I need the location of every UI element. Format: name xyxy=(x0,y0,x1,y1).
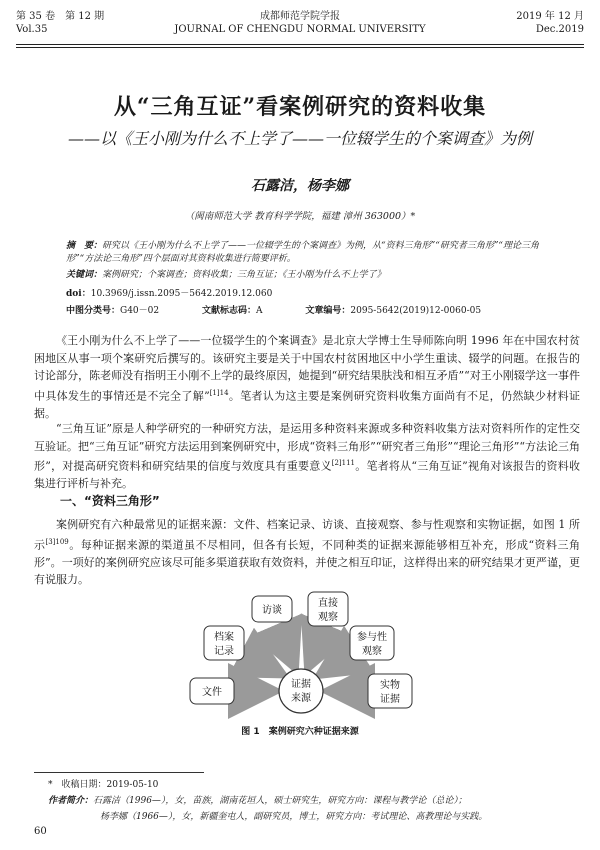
abstract xyxy=(66,240,548,266)
paragraph-3: 案例研究有六种最常见的证据来源：文件、档案记录、访谈、直接观察、参与性观察和实物证据，如图 1 所示$^{[3]109}$。每种证据来源的渠道虽不尽相同，但各有长短，不同种类的证据来源能够相互补充，形成“资料三角形”。一项好的案例研究应该尽可能多渠道获取有效资料，并使之相互印证，这样得出来的研究结果才更严谨，更有说服力。 xyxy=(34,518,580,587)
node-direct-observation-label-2: 观察 xyxy=(318,612,338,623)
bio-label: 作者简介： xyxy=(48,796,94,806)
citation-ref: [1]14 xyxy=(209,388,229,397)
doi-line xyxy=(66,288,548,301)
node-archive-label-1: 档案 xyxy=(214,632,234,643)
volume-en: Vol.35 xyxy=(16,24,48,35)
journal-name-cn: 成都师范学院学报 xyxy=(260,11,340,22)
date-en: Dec.2019 xyxy=(535,24,584,35)
node-direct-observation-label-1: 直接 xyxy=(318,598,338,609)
citation-ref: [3]109 xyxy=(45,537,69,546)
node-interview-label: 访谈 xyxy=(262,605,282,616)
arrow-archive xyxy=(242,653,278,672)
citation-ref: [2]111 xyxy=(331,459,356,467)
running-header xyxy=(16,10,584,44)
author-affiliation: （闽南师范大学 教育科学学院，福建 漳州 363000）* xyxy=(184,211,416,222)
article-title: 从“三角互证”看案例研究的资料收集 xyxy=(113,94,487,120)
keywords xyxy=(66,269,548,282)
abstract-text: 研究以《王小刚为什么不上学了——一位辍学生的个案调查》为例，从“资料三角形”“研究者三角形”“理论三角形”“方法论三角形”四个层面对其资料收集进行简要评析。 xyxy=(66,241,540,264)
clc-value: G40－02 xyxy=(120,306,160,316)
bio-author-1: 石露洁（1996—），女，苗族，湖南花垣人，硕士研究生，研究方向：课程与教学论（总论）； xyxy=(93,796,467,806)
keywords-label: 关键词： xyxy=(66,270,103,280)
volume-cn: 第 35 卷 第 12 期 xyxy=(16,11,105,22)
footnote-bio-2: 杨李娜（1966—），女，新疆奎屯人，副研究员，博士，研究方向：考试理论、高教理论与实践。 xyxy=(100,812,488,822)
node-archive-label-2: 记录 xyxy=(214,646,234,657)
node-physical-evidence-label-2: 证据 xyxy=(380,694,400,705)
header-rule xyxy=(16,44,584,48)
doc-code-label: 文献标志码： xyxy=(202,306,257,316)
center-label-1: 证据 xyxy=(291,679,311,690)
journal-name xyxy=(16,10,584,36)
center-label-2: 来源 xyxy=(291,693,311,704)
date-cn: 2019 年 12 月 xyxy=(516,11,584,22)
article-number-value: 2095-5642(2019)12-0060-05 xyxy=(350,306,482,316)
classification-line xyxy=(66,305,548,318)
node-physical-evidence-label-1: 实物 xyxy=(380,680,400,691)
abstract-label: 摘 要： xyxy=(66,241,103,251)
arrow-interview xyxy=(278,628,293,663)
article-subtitle: ——以《王小刚为什么不上学了——一位辍学生的个案调查》为例 xyxy=(67,129,532,148)
paragraph-2: “三角互证”原是人种学研究的一种研究方法，是运用多种资料来源或多种资料收集方法对资料所作的定性交互验证。把“三角互证”研究方法运用到案例研究中，形成“资料三角形”“研究者三角形”“理论三角形”“方法论三角形”，对提高研究资料和研究结果的信度与效度具有重要意义$^{[2]111}$。笔者将从“三角互证”视角对该报告的资料收集进行评析与补充。 xyxy=(34,422,581,491)
clc-label: 中图分类号： xyxy=(66,306,121,316)
paragraph-1: 《王小刚为什么不上学了——一位辍学生的个案调查》是北京大学博士生导师陈向明 1996 年在中国农村贫困地区从事一项个案研究后撰写的。该研究主要是关于中国农村贫困地区中小学生重读、辍学的问题。在报告的讨论部分，陈老师没有指明王小刚不上学的最终原因，她提到“研究结果肤浅和相互矛盾”“对王小刚辍学这一事件中具体发生的事情还是不完全了解”$^{[1]14}$。笔者认为这主要是案例研究资料收集方面尚有不足，仍然缺少材料证据。 xyxy=(34,334,581,420)
arrow-direct-observation xyxy=(310,628,325,663)
keywords-text: 案例研究；个案调查；资料收集；三角互证；《王小刚为什么不上学了》 xyxy=(102,270,386,280)
node-document-label: 文件 xyxy=(202,687,222,698)
footnote-received: * 收稿日期：2019-05-10 xyxy=(48,780,159,790)
doi-label: doi： xyxy=(66,289,91,299)
node-participant-observation-label-1: 参与性 xyxy=(357,632,387,643)
section-heading: 一、“资料三角形” xyxy=(60,494,160,508)
doc-code-value: A xyxy=(256,306,263,316)
journal-name-en: JOURNAL OF CHENGDU NORMAL UNIVERSITY xyxy=(174,24,426,35)
page-number: 60 xyxy=(34,826,47,837)
center-node xyxy=(279,669,323,713)
figure-caption: 图 1 案例研究六种证据来源 xyxy=(241,727,359,737)
footnote-bio xyxy=(48,794,580,808)
footnote-rule xyxy=(34,772,204,773)
doi-value: 10.3969/j.issn.2095－5642.2019.12.060 xyxy=(90,289,273,299)
node-participant-observation-label-2: 观察 xyxy=(362,646,382,657)
article-number-label: 文章编号： xyxy=(305,306,351,316)
issue-date xyxy=(516,10,584,36)
article-authors: 石露洁，杨李娜 xyxy=(251,178,349,194)
